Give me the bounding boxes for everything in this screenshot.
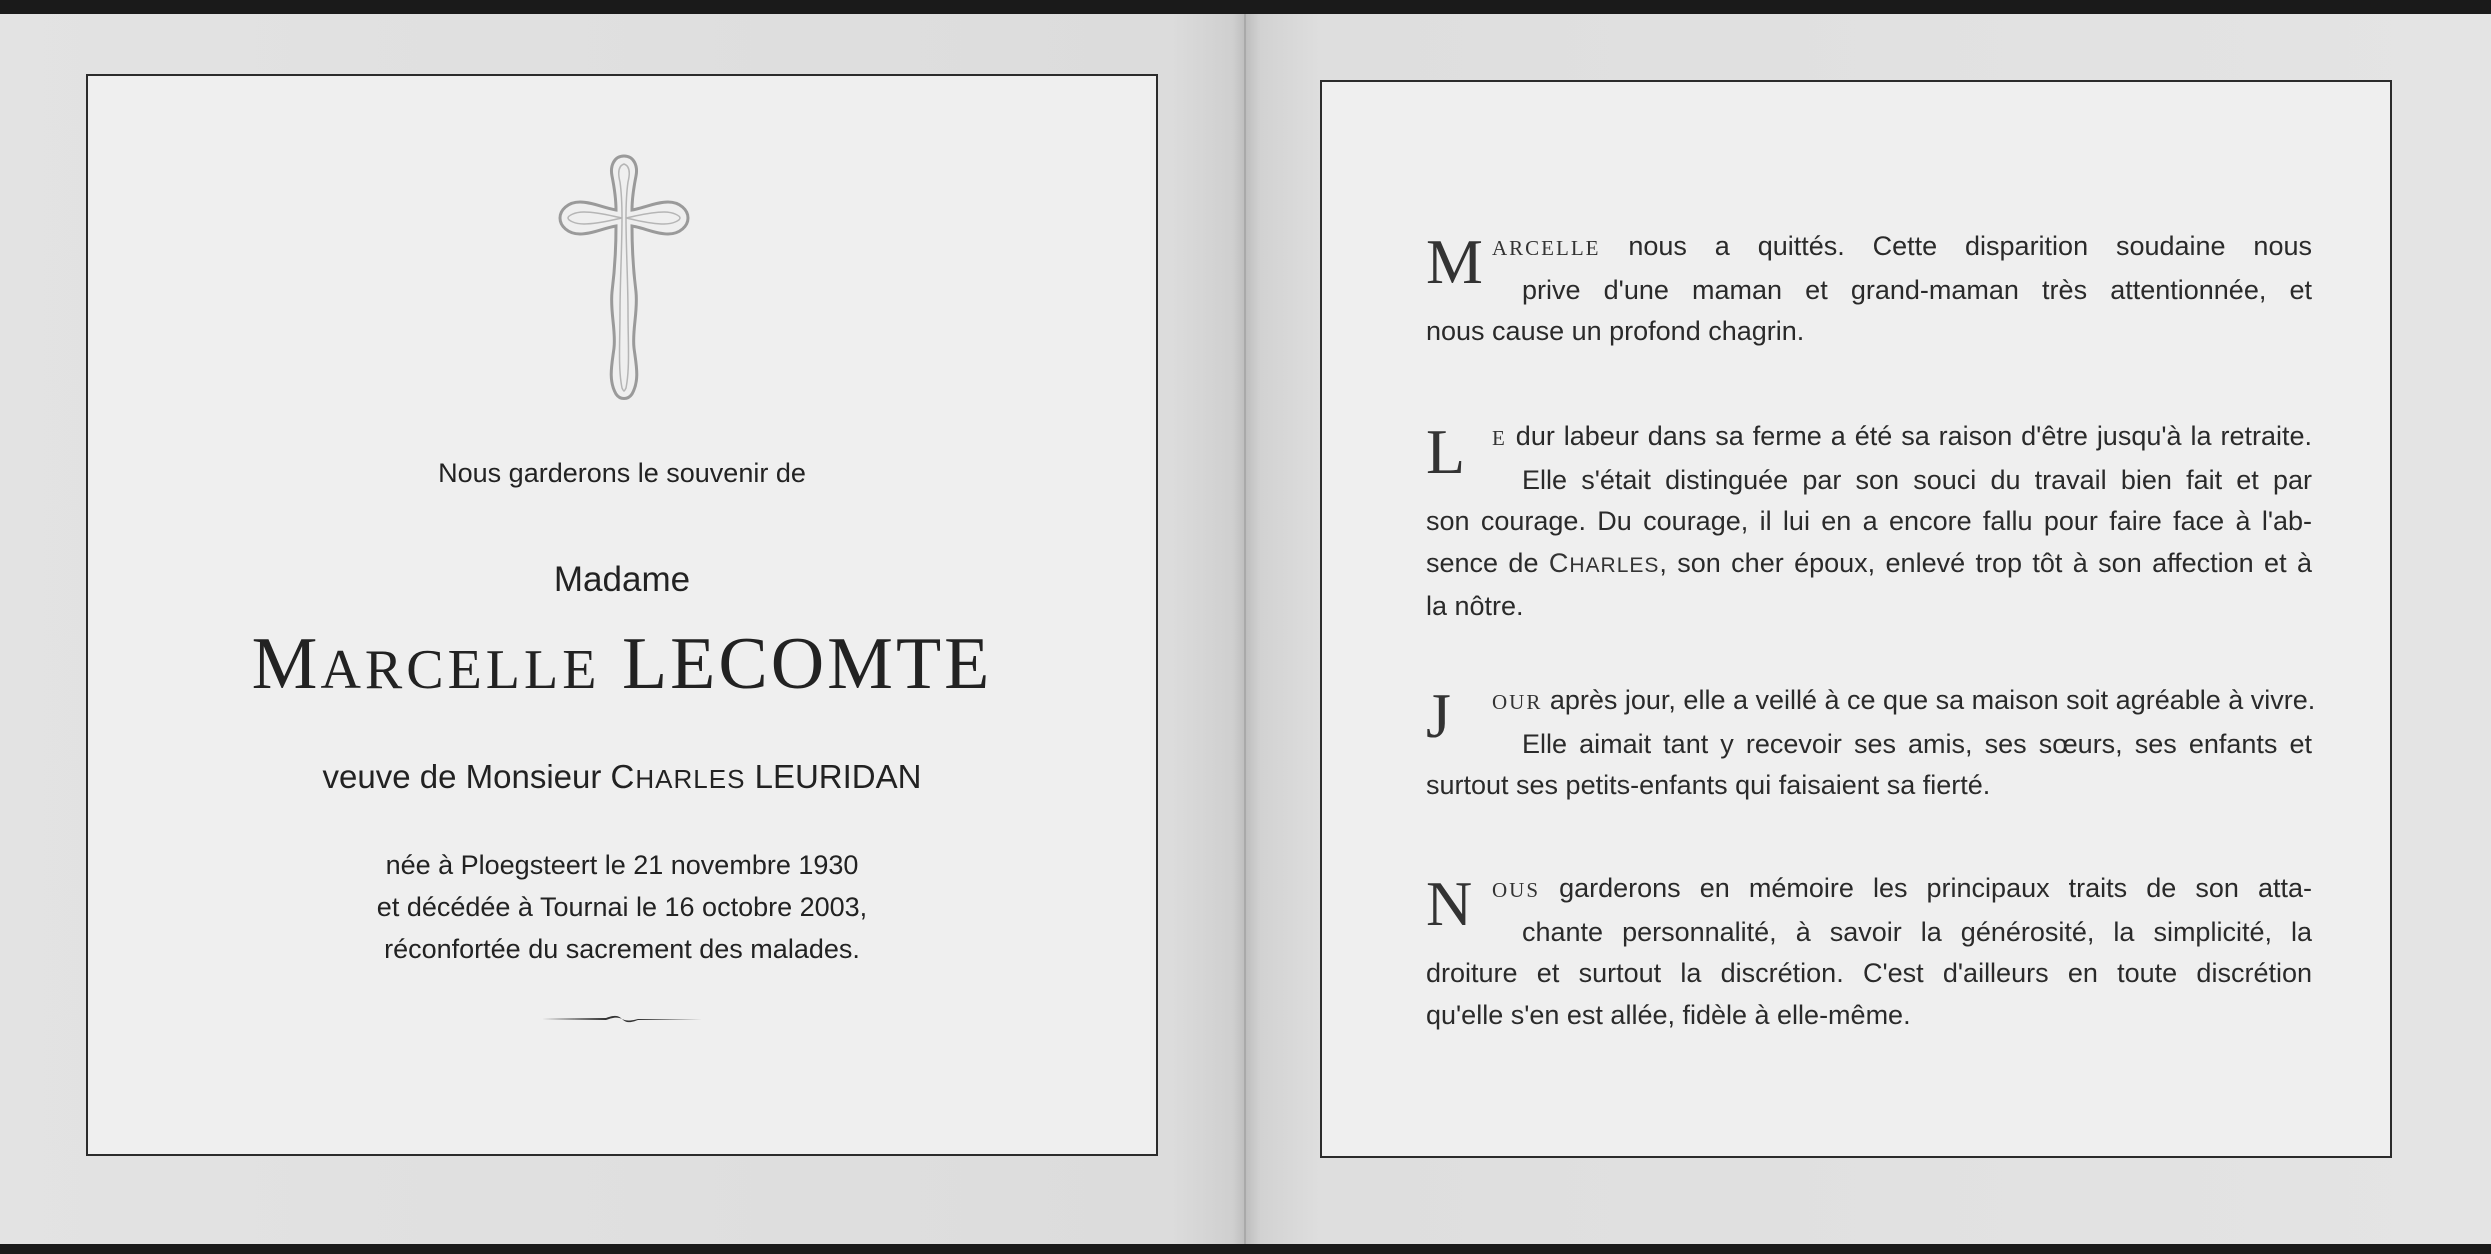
line-text: , son cher époux, enlevé trop tôt à son affection et à [1659,547,2312,578]
line-text: dur labeur dans sa ferme a été sa raison d'être jusqu'à la retraite. [1515,421,2312,451]
paragraph-line: nous cause un profond chagrin. [1426,316,1805,346]
scan-border-top [0,0,2491,14]
drop-cap: M [1426,226,1483,297]
paragraph-4 [1426,868,2312,1036]
paragraph-2 [1426,416,2312,628]
paragraph-line [1426,680,2316,724]
paragraph-line: la nôtre. [1426,591,1524,621]
deceased-name [88,622,1156,707]
paragraph-line: prive d'une maman et grand-maman très attentionnée, et [1522,274,2312,305]
widow-prefix: veuve de Monsieur [322,758,602,795]
drop-cap: J [1426,680,1451,751]
right-panel [1320,80,2392,1158]
small-caps-word: ARCELLE [1492,236,1601,260]
sacrament-line: réconfortée du sacrement des malades. [384,934,860,964]
left-panel [86,74,1158,1156]
husband-last-name: LEURIDAN [754,758,922,795]
ornament-divider [542,1013,702,1025]
first-name-initial: M [251,623,321,705]
honorific: Madame [553,560,691,599]
scan-border-bottom [0,1244,2491,1254]
paragraph-line: Elle s'était distinguée par son souci du travail bien fait et par [1522,464,2312,495]
widow-line [88,758,1156,796]
card-fold [1244,14,1246,1244]
paragraph-line: Elle aimait tant y recevoir ses amis, ses sœurs, ses enfants et [1522,728,2312,759]
paragraph-line: qu'elle s'en est allée, fidèle à elle-même. [1426,999,1911,1030]
paragraph-line: chante personnalité, à savoir la générosité, la simplicité, la [1522,916,2312,947]
line-text: sence de [1426,547,1539,578]
paragraph-line [1426,226,2312,270]
paragraph-1 [1426,226,2312,353]
intro-text: Nous garderons le souvenir de [438,458,806,488]
paragraph-line [1426,868,2312,912]
paragraph-line [1426,543,2312,587]
last-name: LECOMTE [621,623,993,705]
cross-icon [556,152,692,402]
paragraph-line: droiture et surtout la discrétion. C'est d'ailleurs en toute discrétion [1426,958,2312,988]
small-caps-word: OUR [1492,690,1543,714]
paragraph-line: surtout ses petits-enfants qui faisaient sa fierté. [1426,770,1991,800]
husband-name: CHARLES [1548,547,1660,578]
paragraph-3 [1426,680,2316,807]
paragraph-line: son courage. Du courage, il lui en a encore fallu pour faire face à l'ab- [1426,506,2312,536]
line-text: nous a quittés. Cette disparition soudaine nous [1628,231,2312,261]
death-line: et décédée à Tournai le 16 octobre 2003, [376,892,868,922]
small-caps-word: OUS [1492,878,1541,902]
line-text: garderons en mémoire les principaux traits de son atta- [1559,873,2312,903]
husband-first-name: CHARLES [610,758,746,795]
first-name-rest: ARCELLE [320,639,601,701]
drop-cap: N [1426,868,1473,939]
birth-line: née à Ploegsteert le 21 novembre 1930 [385,850,859,880]
drop-cap: L [1426,416,1466,487]
small-caps-word: E [1492,426,1507,450]
paragraph-line [1426,416,2312,460]
line-text: après jour, elle a veillé à ce que sa maison soit agréable à vivre. [1549,685,2316,715]
